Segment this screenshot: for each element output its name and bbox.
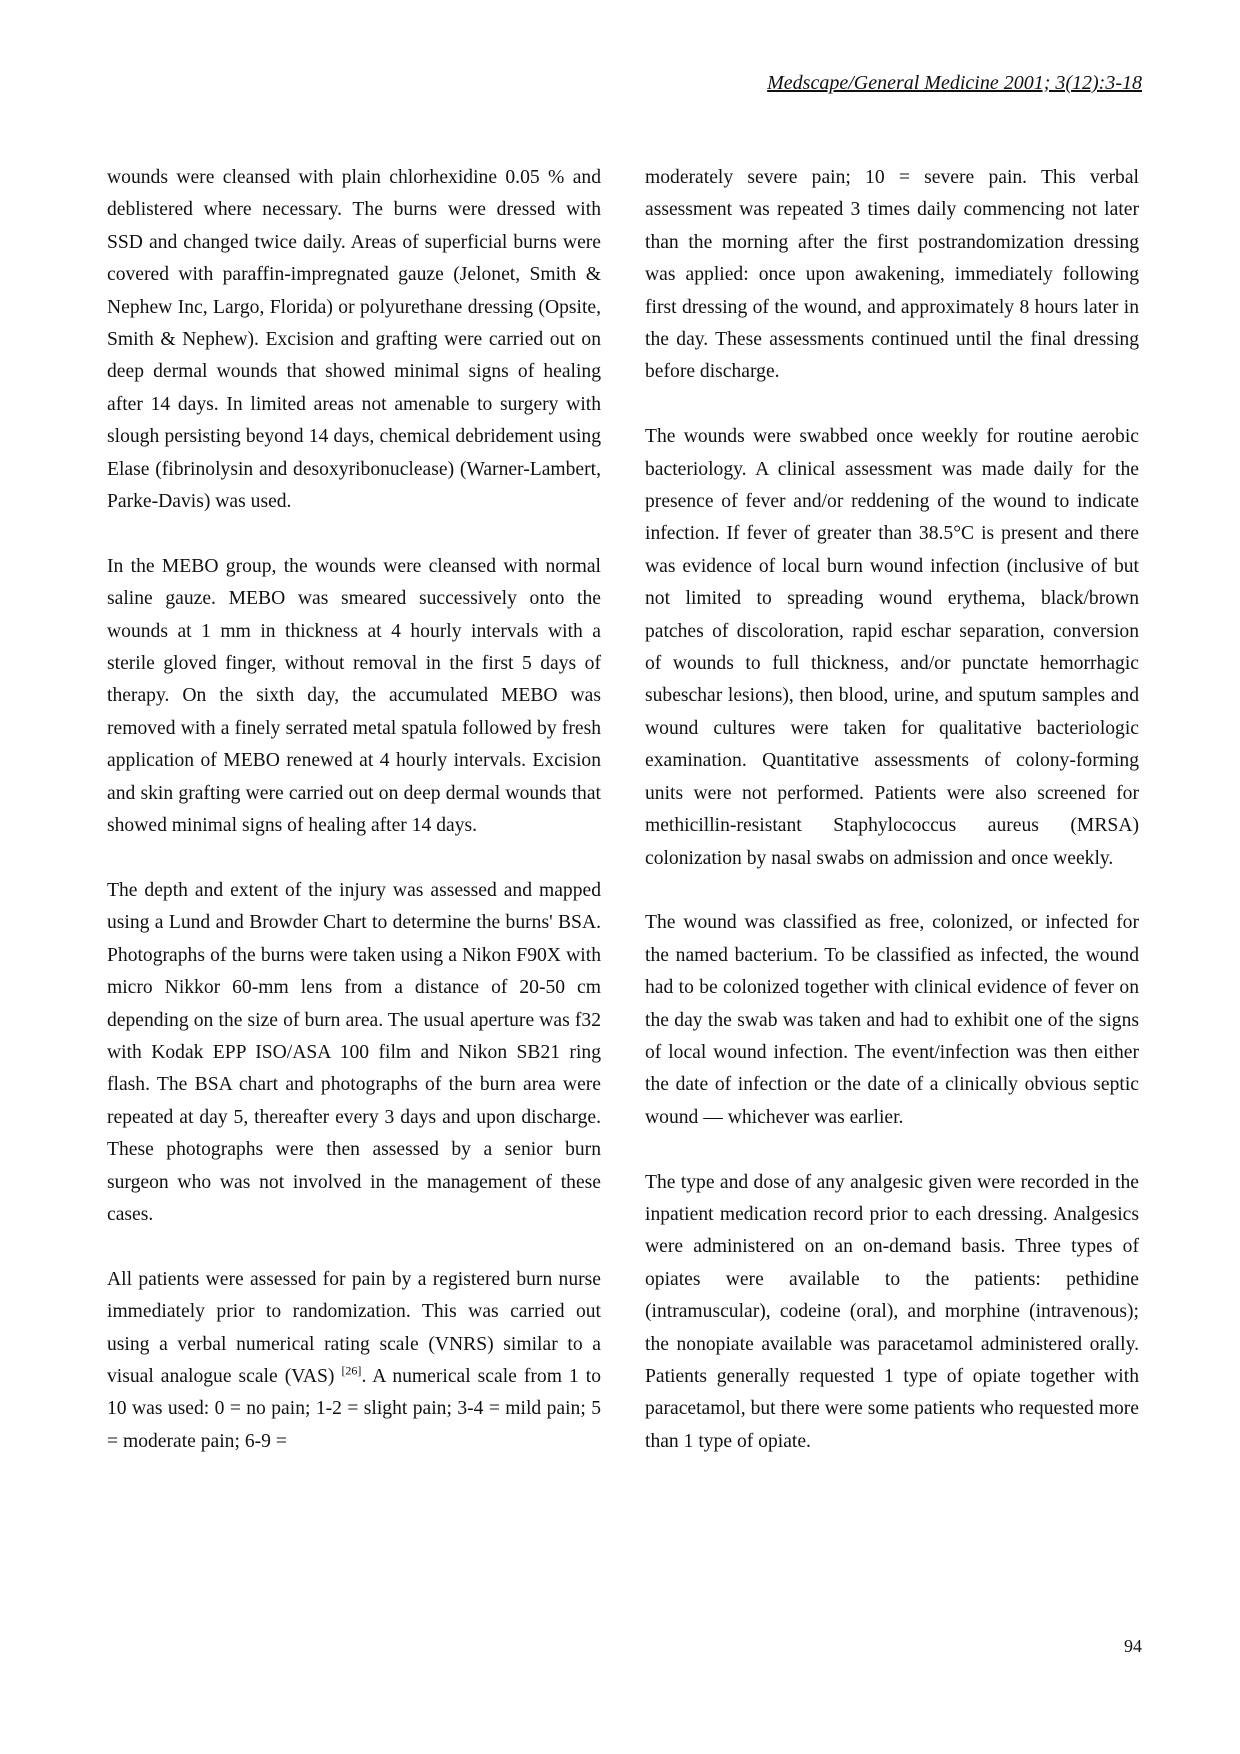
paragraph-mebo-group: In the MEBO group, the wounds were cleansed with normal saline gauze. MEBO was smeared successively onto the wounds at 1 mm in thickness at 4 hourly intervals with a sterile gloved finger, without removal in the first 5 days of therapy. On the sixth day, the accumulated MEBO was removed with a finely serrated metal spatula followed by fresh application of MEBO renewed at 4 hourly intervals. Excision and skin grafting were carried out on deep dermal wounds that showed minimal signs of healing after 14 days.	[107, 555, 601, 837]
paragraph-wound-classification: The wound was classified as free, colonized, or infected for the named bacterium. To be classified as infected, the wound had to be colonized together with clinical evidence of fever on the day the swab was taken and had to exhibit one of the signs of local wound infection. The event/infection was then either the date of infection or the date of a clinically obvious septic wound — whichever was earlier.	[645, 912, 1139, 1128]
right-text-column	[645, 162, 1139, 1491]
paragraph-pain-assessment	[107, 1264, 601, 1458]
left-text-column	[107, 162, 601, 1491]
paragraph-wound-swabbing: The wounds were swabbed once weekly for routine aerobic bacteriology. A clinical assessment was made daily for the presence of fever and/or reddening of the wound to indicate infection. If fever of greater than 38.5°C is present and there was evidence of local burn wound infection (inclusive of but not limited to spreading wound erythema, black/brown patches of discoloration, rapid eschar separation, conversion of wounds to full thickness, and/or punctate hemorrhagic subeschar lesions), then blood, urine, and sputum samples and wound cultures were taken for qualitative bacteriologic examination. Quantitative assessments of colony-forming units were not performed. Patients were also screened for methicillin-resistant Staphylococcus aureus (MRSA) colonization by nasal swabs on admission and once weekly.	[645, 426, 1139, 869]
paragraph-standard-treatment: wounds were cleansed with plain chlorhexidine 0.05 % and deblistered where necessary. The burns were dressed with SSD and changed twice daily. Areas of superficial burns were covered with paraffin-impregnated gauze (Jelonet, Smith & Nephew Inc, Largo, Florida) or polyurethane dressing (Opsite, Smith & Nephew). Excision and grafting were carried out on deep dermal wounds that showed minimal signs of healing after 14 days. In limited areas not amenable to surgery with slough persisting beyond 14 days, chemical debridement using Elase (fibrinolysin and desoxyribonuclease) (Warner-Lambert, Parke-Davis) was used.	[107, 167, 601, 513]
citation-reference: [26]	[341, 1363, 362, 1378]
page-number: 94	[1124, 1636, 1142, 1656]
journal-citation-header: Medscape/General Medicine 2001; 3(12):3-18	[767, 72, 1142, 94]
paragraph-pain-scale-continued: moderately severe pain; 10 = severe pain. This verbal assessment was repeated 3 times daily commencing not later than the morning after the first postrandomization dressing was applied: once upon awakening, immediately following first dressing of the wound, and approximately 8 hours later in the day. These assessments continued until the final dressing before discharge.	[645, 167, 1139, 383]
pain-text-before: All patients were assessed for pain by a registered burn nurse immediately prior to randomization. This was carried out using a verbal numerical rating scale (VNRS) similar to a visual analogue scale (VAS)	[107, 1268, 601, 1387]
pain-text-after: . A numerical scale from 1 to 10 was used: 0 = no pain; 1-2 = slight pain; 3-4 = mild pain; 5 = moderate pain; 6-9 =	[107, 1365, 601, 1452]
paragraph-analgesics: The type and dose of any analgesic given were recorded in the inpatient medication record prior to each dressing. Analgesics were administered on an on-demand basis. Three types of opiates were available to the patients: pethidine (intramuscular), codeine (oral), and morphine (intravenous); the nonopiate available was paracetamol administered orally. Patients generally requested 1 type of opiate together with paracetamol, but there were some patients who requested more than 1 type of opiate.	[645, 1171, 1139, 1452]
paragraph-burn-assessment: The depth and extent of the injury was assessed and mapped using a Lund and Browder Chart to determine the burns' BSA. Photographs of the burns were taken using a Nikon F90X with micro Nikkor 60-mm lens from a distance of 20-50 cm depending on the size of burn area. The usual aperture was f32 with Kodak EPP ISO/ASA 100 film and Nikon SB21 ring flash. The BSA chart and photographs of the burn area were repeated at day 5, thereafter every 3 days and upon discharge. These photographs were then assessed by a senior burn surgeon who was not involved in the management of these cases.	[107, 879, 601, 1225]
